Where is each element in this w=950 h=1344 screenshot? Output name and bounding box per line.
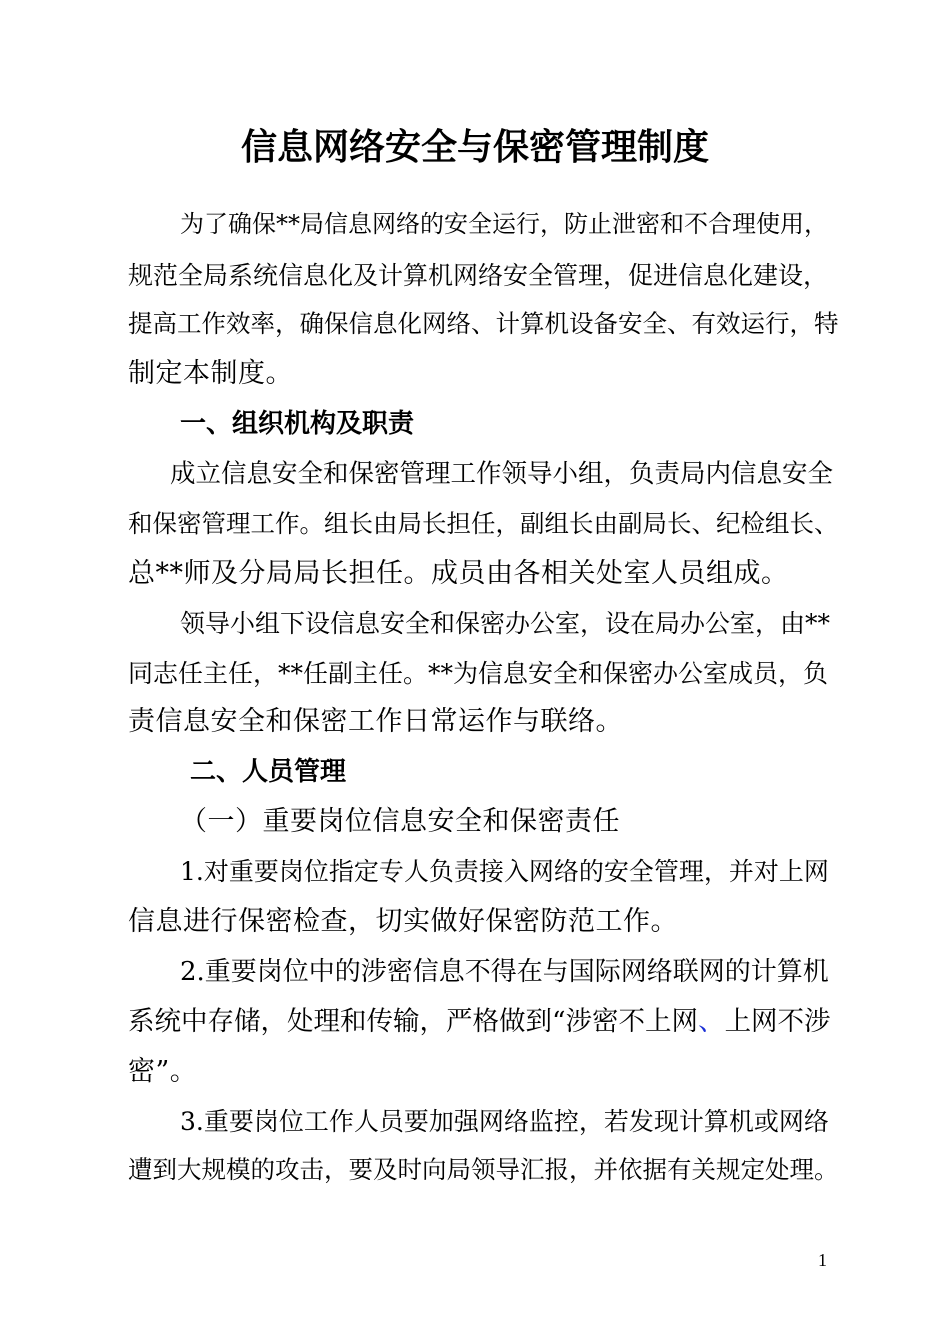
section-heading-1: 一、组织机构及职责 — [180, 409, 415, 439]
s1p1-line-3: 总**师及分局局长担任。成员由各相关处室人员组成。 — [128, 558, 789, 589]
subsection-heading-1: （一）重要岗位信息安全和保密责任 — [180, 806, 620, 837]
item2-line-1: 2.重要岗位中的涉密信息不得在与国际网络联网的计算机 — [180, 957, 829, 987]
item2-line-2-separator: 、 — [698, 1006, 725, 1037]
item2-line-3: 密”。 — [128, 1056, 198, 1087]
s1p2-line-2: 同志任主任，**任副主任。**为信息安全和保密办公室成员，负 — [128, 659, 829, 688]
intro-line-3: 提高工作效率，确保信息化网络、计算机设备安全、有效运行，特 — [128, 309, 839, 338]
page-number: 1 — [818, 1250, 827, 1270]
item3-line-2: 遭到大规模的攻击，要及时向局领导汇报，并依据有关规定处理。 — [128, 1155, 839, 1184]
s1p1-line-1: 成立信息安全和保密管理工作领导小组，负责局内信息安全 — [170, 459, 834, 489]
intro-line-4: 制定本制度。 — [128, 358, 293, 389]
item2-line-2-part-1: 系统中存储，处理和传输，严格做到“涉密不上网 — [128, 1006, 699, 1037]
item1-line-1: 1.对重要岗位指定专人负责接入网络的安全管理，并对上网 — [180, 857, 829, 886]
intro-line-1: 为了确保**局信息网络的安全运行，防止泄密和不合理使用， — [180, 210, 828, 238]
intro-line-2: 规范全局系统信息化及计算机网络安全管理，促进信息化建设， — [128, 261, 829, 290]
item1-line-2: 信息进行保密检查，切实做好保密防范工作。 — [128, 906, 678, 937]
document-title: 信息网络安全与保密管理制度 — [240, 127, 709, 168]
section-heading-2: 二、人员管理 — [190, 757, 347, 787]
s1p2-line-3: 责信息安全和保密工作日常运作与联络。 — [128, 706, 623, 737]
s1p1-line-2: 和保密管理工作。组长由局长担任，副组长由副局长、纪检组长、 — [128, 509, 839, 538]
s1p2-line-1: 领导小组下设信息安全和保密办公室，设在局办公室，由** — [180, 609, 831, 638]
item2-line-2-part-2: 上网不涉 — [724, 1006, 831, 1037]
item3-line-1: 3.重要岗位工作人员要加强网络监控，若发现计算机或网络 — [180, 1107, 829, 1136]
item2-line-2 — [128, 1002, 831, 1042]
